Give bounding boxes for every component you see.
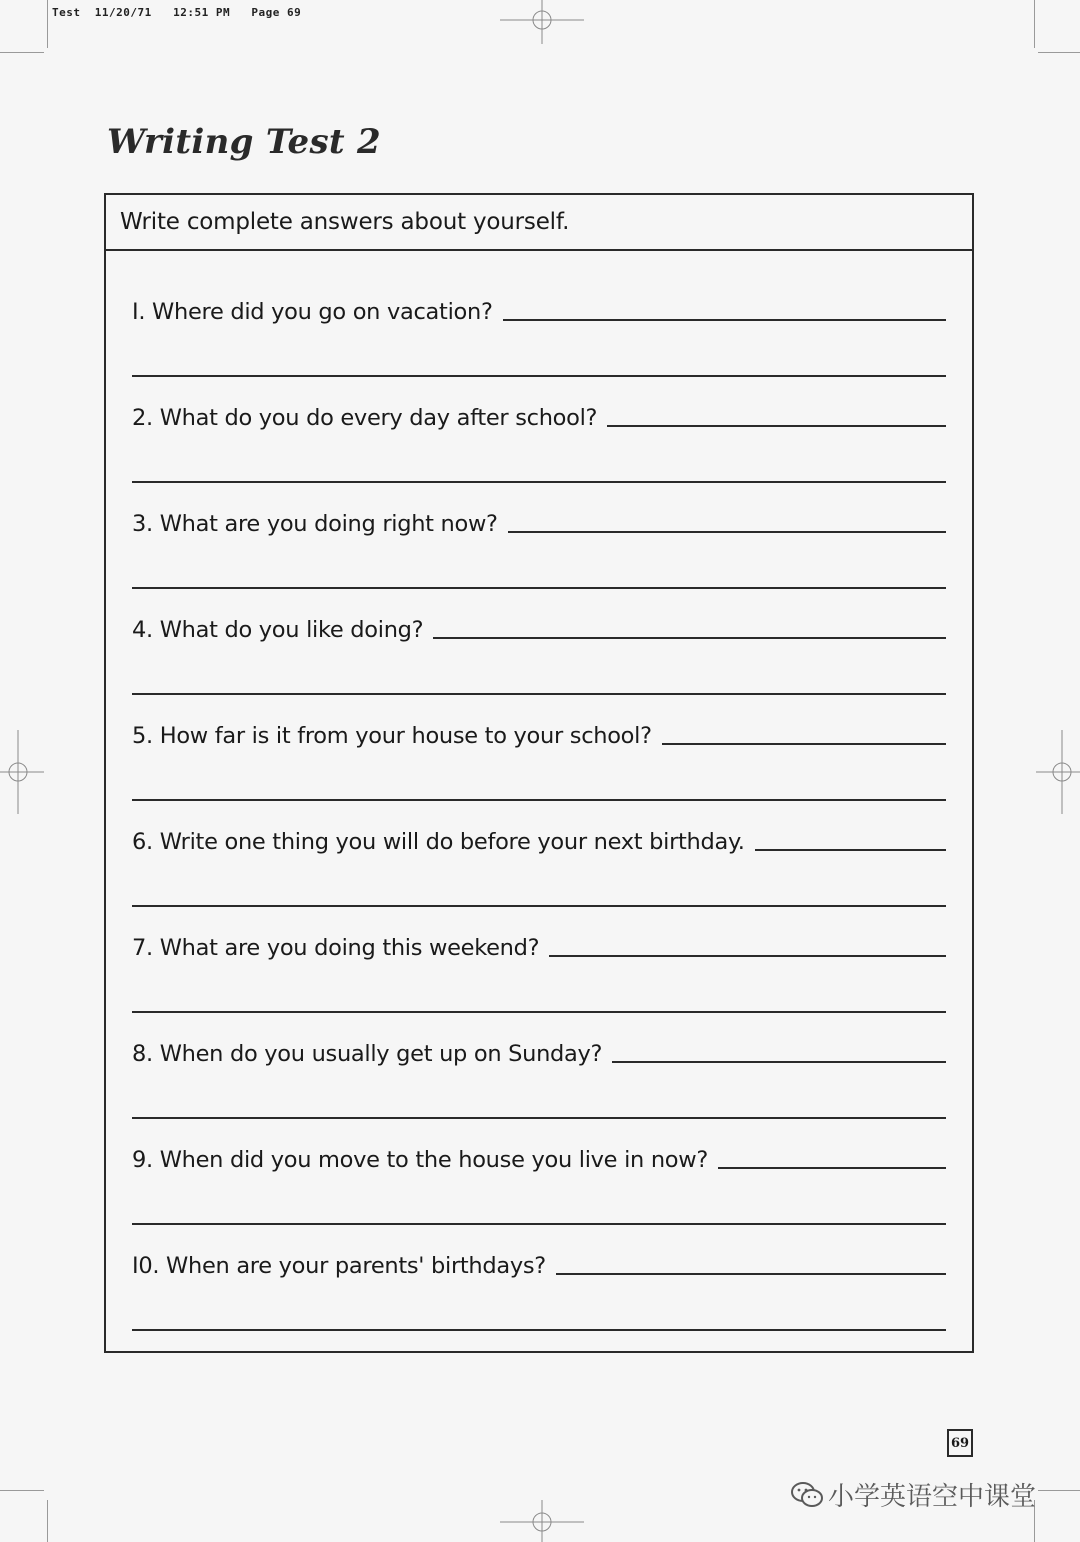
instructions: Write complete answers about yourself. bbox=[106, 195, 972, 251]
registration-mark-left bbox=[0, 730, 44, 814]
answer-line[interactable] bbox=[755, 849, 946, 851]
crop-mark bbox=[47, 0, 48, 48]
question-item bbox=[132, 921, 946, 1011]
question-text: 4. What do you like doing? bbox=[132, 617, 424, 643]
question-item bbox=[132, 285, 946, 375]
answer-line[interactable] bbox=[549, 955, 946, 957]
wechat-icon bbox=[790, 1481, 824, 1509]
watermark-text: 小学英语空中课堂 bbox=[828, 1482, 1037, 1512]
question-text: 3. What are you doing right now? bbox=[132, 511, 498, 537]
answer-line[interactable] bbox=[132, 905, 946, 907]
question-item bbox=[132, 603, 946, 693]
question-text: 5. How far is it from your house to your school? bbox=[132, 723, 652, 749]
watermark bbox=[790, 1476, 1036, 1513]
answer-line[interactable] bbox=[132, 587, 946, 589]
answer-line[interactable] bbox=[132, 375, 946, 377]
answer-line[interactable] bbox=[132, 799, 946, 801]
answer-line[interactable] bbox=[612, 1061, 946, 1063]
question-item bbox=[132, 391, 946, 481]
page-title: Writing Test 2 bbox=[107, 122, 382, 162]
question-text: I0. When are your parents' birthdays? bbox=[132, 1253, 546, 1279]
registration-mark-top bbox=[500, 0, 584, 44]
registration-mark-bottom bbox=[500, 1500, 584, 1542]
answer-line[interactable] bbox=[433, 637, 946, 639]
registration-mark-right bbox=[1036, 730, 1080, 814]
answer-line[interactable] bbox=[503, 319, 946, 321]
question-item bbox=[132, 1133, 946, 1223]
question-item bbox=[132, 1239, 946, 1329]
answer-line[interactable] bbox=[662, 743, 946, 745]
answer-line[interactable] bbox=[132, 1223, 946, 1225]
answer-line[interactable] bbox=[508, 531, 946, 533]
answer-line[interactable] bbox=[132, 1011, 946, 1013]
question-item bbox=[132, 497, 946, 587]
answer-line[interactable] bbox=[607, 425, 946, 427]
question-box bbox=[104, 193, 974, 1353]
crop-mark bbox=[1034, 0, 1035, 48]
answer-line[interactable] bbox=[132, 1329, 946, 1331]
crop-mark bbox=[0, 1490, 44, 1491]
crop-mark bbox=[0, 52, 44, 53]
crop-mark bbox=[1038, 1490, 1080, 1491]
question-text: 2. What do you do every day after school? bbox=[132, 405, 598, 431]
question-item bbox=[132, 709, 946, 799]
answer-line[interactable] bbox=[132, 693, 946, 695]
page-number: 69 bbox=[947, 1429, 973, 1457]
print-slug: Test 11/20/71 12:51 PM Page 69 bbox=[52, 6, 302, 19]
question-item bbox=[132, 1027, 946, 1117]
question-text: 9. When did you move to the house you live in now? bbox=[132, 1147, 708, 1173]
answer-line[interactable] bbox=[132, 481, 946, 483]
crop-mark bbox=[47, 1500, 48, 1542]
question-text: I. Where did you go on vacation? bbox=[132, 299, 493, 325]
crop-mark bbox=[1038, 52, 1080, 53]
question-text: 6. Write one thing you will do before your next birthday. bbox=[132, 829, 745, 855]
question-text: 8. When do you usually get up on Sunday? bbox=[132, 1041, 603, 1067]
answer-line[interactable] bbox=[556, 1273, 946, 1275]
question-item bbox=[132, 815, 946, 905]
question-text: 7. What are you doing this weekend? bbox=[132, 935, 540, 961]
answer-line[interactable] bbox=[132, 1117, 946, 1119]
answer-line[interactable] bbox=[718, 1167, 946, 1169]
